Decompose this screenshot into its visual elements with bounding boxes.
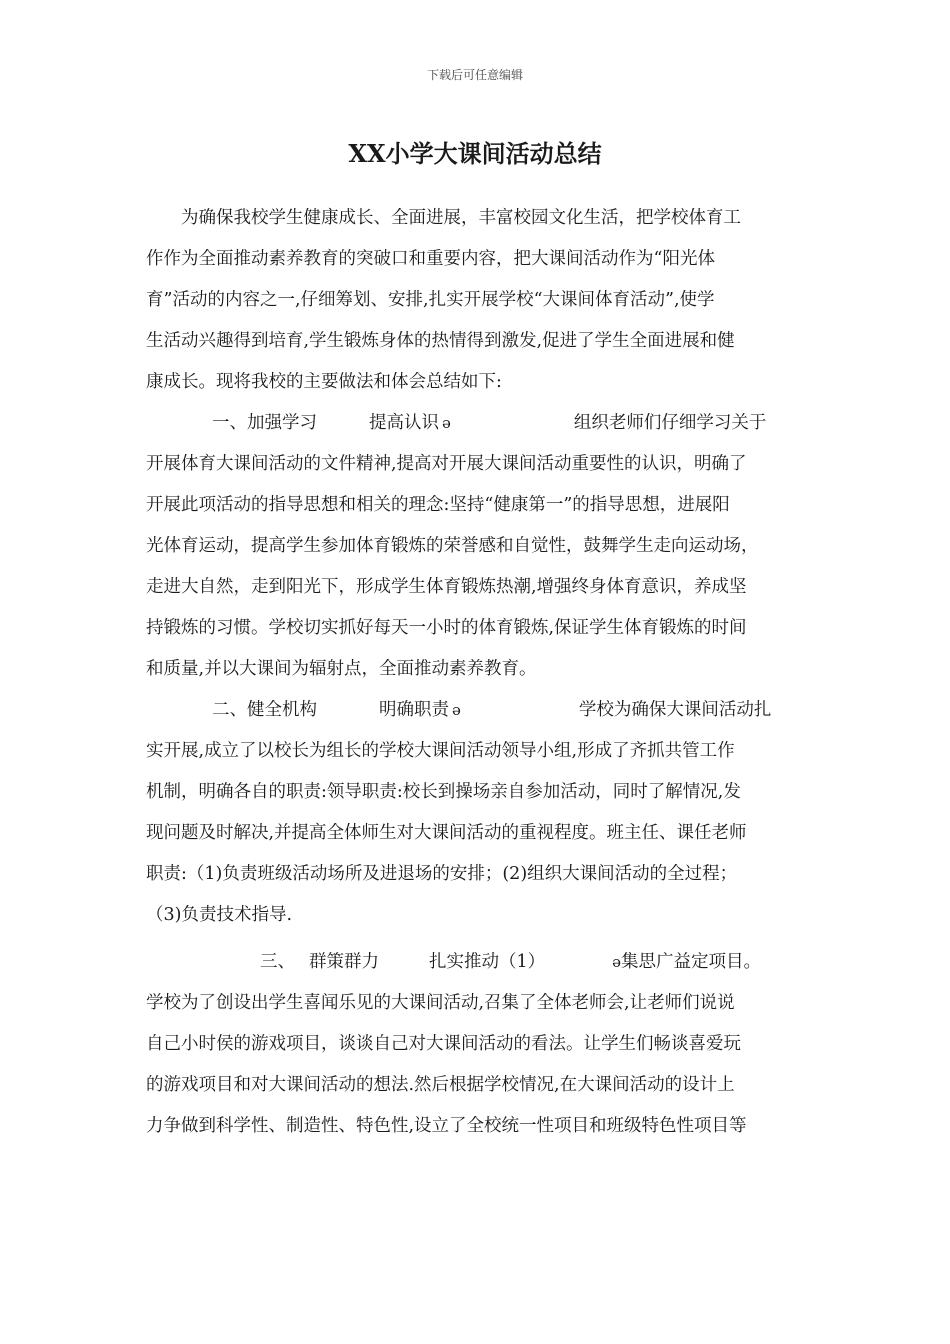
text-line: 生活动兴趣得到培育,学生锻炼身体的热情得到激发,促进了学生全面进展和健: [146, 331, 735, 351]
text-line: 开展此项活动的指导思想和相关的理念:坚持“健康第一”的指导思想，进展阳: [146, 495, 730, 515]
text-line: 学校为了创设出学生喜闻乐见的大课间活动,召集了全体老师会,让老师们说说: [146, 993, 735, 1013]
text-line: 和质量,并以大课间为辐射点，全面推动素养教育。: [146, 659, 537, 679]
gap: [317, 403, 369, 444]
section-1-heading: [146, 403, 806, 444]
intro-paragraph: [146, 198, 806, 403]
text-line: 光体育运动，提高学生参加体育锻炼的荣誉感和自觉性，鼓舞学生走向运动场，: [146, 536, 759, 556]
section-2-number: 二、健全机构: [212, 700, 317, 720]
gap: [295, 942, 309, 983]
text-line: 育”活动的内容之一,仔细筹划、安排,扎实开展学校“大课间体育活动”,使学: [146, 290, 715, 310]
gap: [317, 690, 379, 731]
text-line: 持锻炼的习惯。学校切实抓好每天一小时的体育锻炼,保证学生体育锻炼的时间: [146, 618, 747, 638]
indent-space: [146, 403, 212, 444]
text-line: 自己小时侯的游戏项目，谈谈自己对大课间活动的看法。让学生们畅谈喜爱玩: [146, 1034, 741, 1054]
document-title: XX小学大课间活动总结: [348, 139, 602, 168]
gap: [379, 942, 429, 983]
section-2-heading: [146, 690, 806, 731]
section-2-subtitle: 明确职责: [379, 700, 449, 720]
section-3-lead: 集思广益定项目。: [621, 952, 762, 972]
section-1-mark: ǝ: [442, 414, 451, 432]
section-3-label: 群策群力: [309, 952, 379, 972]
text-line: 走进大自然，走到阳光下，形成学生体育锻炼热潮,增强终身体育意识，养成坚: [146, 577, 747, 597]
indent-space: [146, 690, 212, 731]
text-line: 开展体育大课间活动的文件精神,提高对开展大课间活动重要性的认识，明确了: [146, 454, 747, 474]
section-1-paragraph: [146, 444, 806, 690]
text-line: 力争做到科学性、制造性、特色性,设立了全校统一性项目和班级特色性项目等: [146, 1116, 747, 1136]
section-3-heading: [146, 942, 806, 983]
gap: [451, 403, 574, 444]
text-line: （3)负责技术指导.: [146, 905, 293, 925]
text-line: 康成长。现将我校的主要做法和体会总结如下:: [146, 372, 502, 392]
text-line: 作作为全面推动素养教育的突破口和重要内容，把大课间活动作为“阳光体: [146, 249, 715, 269]
section-1-lead: 组织老师们仔细学习关于: [573, 413, 767, 433]
section-2-mark: ǝ: [452, 701, 461, 719]
section-3-mark: ǝ: [612, 953, 622, 971]
section-1-number: 一、加强学习: [212, 413, 317, 433]
section-2-lead: 学校为确保大课间活动扎: [578, 700, 772, 720]
text-line: 机制，明确各自的职责:领导职责:校长到操场亲自参加活动，同时了解情况,发: [146, 782, 741, 802]
section-2-paragraph: [146, 731, 806, 936]
document-body: [146, 198, 806, 1147]
gap: [545, 942, 609, 983]
section-1-subtitle: 提高认识: [369, 413, 439, 433]
section-3-paragraph: [146, 983, 806, 1147]
text-line: 的游戏项目和对大课间活动的想法.然后根据学校情况,在大课间活动的设计上: [146, 1075, 735, 1095]
text-line: 现问题及时解决,并提高全体师生对大课间活动的重视程度。班主任、课任老师: [146, 823, 747, 843]
text-line: 实开展,成立了以校长为组长的学校大课间活动领导小组,形成了齐抓共管工作: [146, 741, 735, 761]
section-3-number: 三、: [260, 952, 295, 972]
section-3-subtitle: 扎实推动（1）: [429, 952, 546, 972]
gap: [461, 690, 579, 731]
text-line: 职责:（1)负责班级活动场所及进退场的安排；(2)组织大课间活动的全过程；: [146, 864, 738, 884]
text-line: 为确保我校学生健康成长、全面进展，丰富校园文化生活，把学校体育工: [181, 208, 741, 228]
indent-space: [146, 942, 260, 983]
header-note: 下载后可任意编辑: [426, 68, 523, 82]
